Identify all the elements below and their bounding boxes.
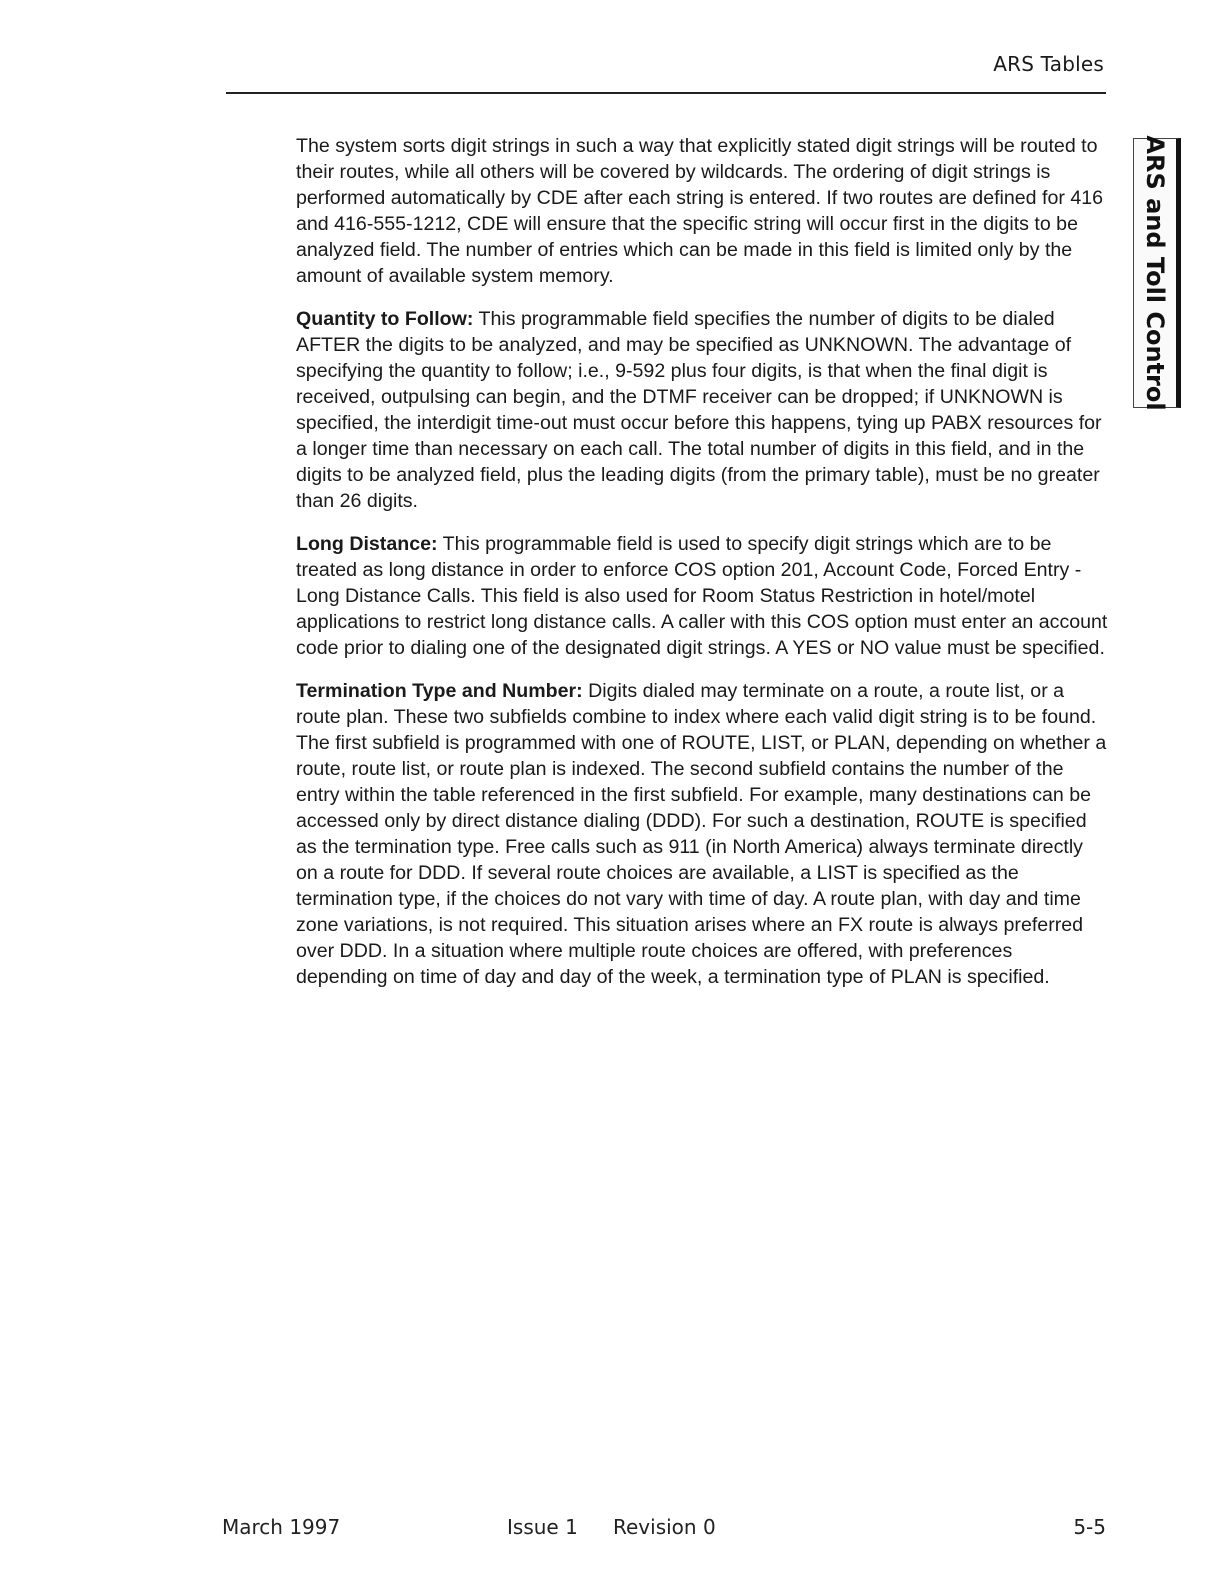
footer-date: March 1997	[222, 1515, 341, 1539]
footer-revision: Revision 0	[613, 1515, 716, 1539]
paragraph-text: This programmable field specifies the number of digits to be dialed AFTER the digits to be analyzed, and may be specified as UNKNOWN. The advantage of specifying the quantity to follow; i.e., 9-592 plus four digits, is that when the final digit is received, outpulsing can begin, and the DTMF receiver can be dropped; if UNKNOWN is specified, the interdigit time-out must occur before this happens, tying up PABX resources for a longer time than necessary on each call. The total number of digits in this field, and in the digits to be analyzed field, plus the leading digits (from the primary table), must be no greater than 26 digits.	[296, 308, 1102, 512]
paragraph-text: The system sorts digit strings in such a way that explicitly stated digit strings will be routed to their routes, while all others will be covered by wildcards. The ordering of digit strings is performed automatically by CDE after each string is entered. If two routes are defined for 416 and 416-555-1212, CDE will ensure that the specific string will occur first in the digits to be analyzed field. The number of entries which can be made in this field is limited only by the amount of available system memory.	[296, 135, 1104, 287]
section-thumb-tab-label: ARS and Toll Control	[1141, 135, 1169, 411]
header-divider	[226, 92, 1106, 94]
field-label: Long Distance:	[296, 533, 438, 555]
footer-issue: Issue 1	[507, 1515, 578, 1539]
footer-page-number: 5-5	[1073, 1515, 1106, 1539]
paragraph-text: Digits dialed may terminate on a route, a route list, or a route plan. These two subfields combine to index where each valid digit string is to be found. The first subfield is programmed with one of ROUTE, LIST, or PLAN, depending on whether a route, route list, or route plan is indexed. The second subfield contains the number of the entry within the table referenced in the first subfield. For example, many destinations can be accessed only by direct distance dialing (DDD). For such a destination, ROUTE is specified as the termination type. Free calls such as 911 (in North America) always terminate directly on a route for DDD. If several route choices are available, a LIST is specified as the termination type, if the choices do not vary with time of day. A route plan, with day and time zone variations, is not required. This situation arises where an FX route is always preferred over DDD. In a situation where multiple route choices are offered, with preferences depending on time of day and day of the week, a termination type of PLAN is specified.	[296, 680, 1107, 988]
paragraph-termination-type	[296, 678, 1108, 990]
paragraph-quantity-to-follow	[296, 306, 1108, 514]
section-thumb-tab	[1133, 135, 1181, 411]
field-label: Termination Type and Number:	[296, 680, 583, 702]
paragraph-digit-sorting	[296, 133, 1108, 289]
running-header-title: ARS Tables	[993, 52, 1104, 76]
paragraph-text: This programmable field is used to specify digit strings which are to be treated as long distance in order to enforce COS option 201, Account Code, Forced Entry - Long Distance Calls. This field is also used for Room Status Restriction in hotel/motel applications to restrict long distance calls. A caller with this COS option must enter an account code prior to dialing one of the designated digit strings. A YES or NO value must be specified.	[296, 533, 1108, 659]
paragraph-long-distance	[296, 531, 1108, 661]
body-text	[296, 133, 1108, 1007]
field-label: Quantity to Follow:	[296, 308, 474, 330]
